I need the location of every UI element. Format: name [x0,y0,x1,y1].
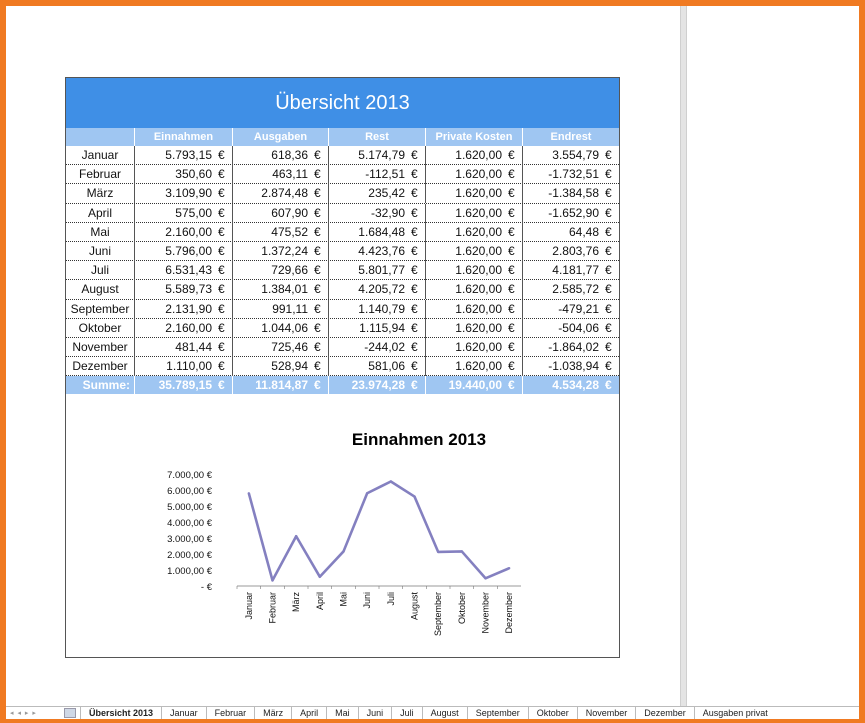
amount-cell[interactable] [425,184,522,203]
data-point [366,492,368,494]
table-row [66,338,619,357]
month-cell[interactable]: Juli [90,263,109,278]
sheet-tab[interactable]: Juli [391,707,422,720]
amount-value: 2.585,72 [552,282,599,297]
data-point [508,567,510,569]
x-tick-label: September [433,592,444,637]
column-header: Ausgaben [232,128,328,146]
y-tick-label: 1.000,00 € [167,566,212,577]
currency-symbol: € [605,339,612,354]
column-header: Einnahmen [134,128,232,146]
currency-symbol: € [218,167,225,182]
currency-symbol: € [314,301,321,316]
table-row [66,319,619,338]
amount-value: 1.620,00 [455,320,502,335]
column-header-row [66,128,619,146]
x-tick-label: Januar [243,592,254,620]
amount-cell[interactable] [134,319,232,338]
amount-cell[interactable] [134,242,232,261]
amount-value: 1.620,00 [455,359,502,374]
amount-cell[interactable] [134,357,232,376]
amount-cell[interactable] [232,184,328,203]
amount-cell[interactable] [328,146,425,165]
chart-title: Einnahmen 2013 [351,430,487,449]
amount-value: 23.974,28 [351,378,405,393]
amount-cell[interactable] [232,319,328,338]
column-header: Rest [328,128,425,146]
amount-value: 3.109,90 [165,186,212,201]
amount-cell[interactable] [134,261,232,280]
amount-cell[interactable] [134,338,232,357]
x-tick-label: Februar [267,592,278,624]
column-header: Private Kosten [425,128,522,146]
table-row [66,280,619,299]
currency-symbol: € [508,339,515,354]
amount-cell[interactable] [425,376,522,394]
column-header: Endrest [522,128,619,146]
currency-symbol: € [218,339,225,354]
amount-cell[interactable] [425,223,522,242]
month-cell[interactable]: Summe: [82,378,130,393]
currency-symbol: € [605,301,612,316]
currency-symbol: € [605,167,612,182]
x-tick-label: Juli [385,592,396,606]
amount-value: 11.814,87 [255,378,308,393]
amount-value: 4.534,28 [552,378,599,393]
amount-cell[interactable] [232,165,328,184]
amount-cell[interactable] [425,146,522,165]
month-cell[interactable]: Februar [78,167,122,182]
amount-value: 463,11 [272,167,308,182]
amount-value: -504,06 [558,320,599,335]
amount-value: 1.620,00 [455,243,502,258]
amount-value: 1.620,00 [455,205,502,220]
currency-symbol: € [605,320,612,335]
x-tick-label: November [480,592,491,634]
currency-symbol: € [314,205,321,220]
currency-symbol: € [508,167,515,182]
amount-value: 5.801,77 [358,263,405,278]
data-point [484,577,486,579]
amount-value: 1.684,48 [358,224,405,239]
series-line [249,481,509,580]
currency-symbol: € [605,243,612,258]
amount-value: 1.620,00 [455,224,502,239]
amount-value: -32,90 [370,205,405,220]
currency-symbol: € [508,359,515,374]
amount-value: 581,06 [368,359,405,374]
currency-symbol: € [314,359,321,374]
amount-value: 35.789,15 [158,378,212,393]
currency-symbol: € [314,282,321,297]
amount-value: 235,42 [368,186,405,201]
data-point [319,576,321,578]
amount-value: 2.160,00 [165,320,212,335]
x-tick-label: März [291,592,302,612]
amount-cell[interactable] [522,242,619,261]
sheet-title: Übersicht 2013 [66,78,619,128]
amount-cell[interactable] [522,204,619,223]
amount-cell[interactable] [328,300,425,319]
sheet-tab[interactable]: Januar [161,707,206,720]
amount-value: 528,94 [271,359,308,374]
month-cell[interactable]: September [70,301,130,316]
amount-cell[interactable] [328,280,425,299]
amount-value: 4.423,76 [358,243,405,258]
currency-symbol: € [508,186,515,201]
amount-cell[interactable] [134,184,232,203]
amount-cell[interactable] [134,146,232,165]
month-cell[interactable]: Oktober [78,320,122,335]
amount-value: 1.384,01 [261,282,308,297]
currency-symbol: € [218,243,225,258]
table-row [66,146,619,165]
amount-value: 1.044,06 [261,320,308,335]
sheet-tab[interactable]: Februar [206,707,255,720]
y-tick-label: 4.000,00 € [167,518,212,529]
amount-value: -244,02 [364,339,405,354]
amount-value: -1.038,94 [548,359,599,374]
amount-cell[interactable] [425,242,522,261]
amount-value: 729,66 [271,263,308,278]
table-row [66,223,619,242]
amount-value: -1.652,90 [548,205,599,220]
data-point [342,550,344,552]
amount-value: 5.796,00 [165,243,212,258]
amount-cell[interactable] [328,376,425,394]
currency-symbol: € [411,282,418,297]
currency-symbol: € [411,378,418,393]
amount-cell[interactable] [232,357,328,376]
currency-symbol: € [508,148,515,162]
x-tick-label: April [314,592,325,611]
amount-cell[interactable] [522,376,619,394]
amount-value: 1.372,24 [261,243,308,258]
currency-symbol: € [218,282,225,297]
amount-value: 6.531,43 [165,263,212,278]
month-cell[interactable]: Dezember [72,359,128,374]
amount-value: 1.620,00 [455,186,502,201]
data-point [295,535,297,537]
amount-value: 350,60 [175,167,212,182]
currency-symbol: € [411,186,418,201]
data-point [248,492,250,494]
currency-symbol: € [314,224,321,239]
currency-symbol: € [218,378,225,393]
sheet-tab[interactable]: September [467,707,528,720]
amount-cell[interactable] [232,338,328,357]
currency-symbol: € [314,243,321,258]
table-row [66,261,619,280]
currency-symbol: € [314,186,321,201]
amount-value: 1.620,00 [455,301,502,316]
amount-value: 1.140,79 [358,301,405,316]
currency-symbol: € [508,243,515,258]
amount-cell[interactable] [522,357,619,376]
amount-cell[interactable] [328,165,425,184]
y-tick-label: - € [200,582,212,593]
amount-cell[interactable] [522,319,619,338]
currency-symbol: € [218,359,225,374]
amount-cell[interactable] [134,376,232,394]
amount-value: 1.110,00 [166,359,212,374]
currency-symbol: € [508,205,515,220]
currency-symbol: € [508,301,515,316]
currency-symbol: € [314,339,321,354]
sheet-tab[interactable]: Mai [326,707,358,720]
amount-value: -1.864,02 [548,339,599,354]
amount-cell[interactable] [134,280,232,299]
amount-value: 64,48 [568,224,599,239]
amount-cell[interactable] [328,357,425,376]
sheet-tab[interactable]: Ausgaben privat [694,707,776,720]
tab-nav-arrows[interactable]: ◂ ◂ ▸ ▸ [10,710,37,717]
amount-value: 19.440,00 [448,378,502,393]
table-row [66,357,619,376]
currency-symbol: € [605,359,612,374]
amount-value: 1.620,00 [455,282,502,297]
amount-value: 725,46 [271,339,308,354]
amount-cell[interactable] [328,319,425,338]
currency-symbol: € [508,320,515,335]
overview-sheet [65,77,620,658]
data-point [461,550,463,552]
amount-cell[interactable] [425,357,522,376]
x-tick-label: Dezember [504,592,515,634]
amount-value: 2.803,76 [552,243,599,258]
amount-cell[interactable] [232,146,328,165]
currency-symbol: € [508,282,515,297]
currency-symbol: € [508,378,515,393]
month-cell[interactable]: Mai [90,224,110,239]
table-row [66,242,619,261]
amount-value: 481,44 [175,339,212,354]
currency-symbol: € [411,359,418,374]
currency-symbol: € [411,301,418,316]
amount-value: 991,11 [272,301,308,316]
amount-cell[interactable] [328,242,425,261]
y-tick-label: 6.000,00 € [167,486,212,497]
currency-symbol: € [218,224,225,239]
amount-value: 1.620,00 [455,263,502,278]
monthly-table [66,146,619,394]
amount-value: 2.160,00 [165,224,212,239]
amount-value: 4.205,72 [358,282,405,297]
amount-cell[interactable] [522,300,619,319]
month-cell[interactable]: Januar [81,148,119,162]
currency-symbol: € [411,224,418,239]
amount-cell[interactable] [328,223,425,242]
currency-symbol: € [314,320,321,335]
currency-symbol: € [411,167,418,182]
sheet-tab[interactable]: März [254,707,291,720]
month-cell[interactable]: Juni [88,243,111,258]
sheet-tab[interactable]: November [577,707,636,720]
currency-symbol: € [605,263,612,278]
amount-cell[interactable] [328,184,425,203]
currency-symbol: € [508,263,515,278]
amount-value: 5.174,79 [358,148,405,162]
currency-symbol: € [605,148,612,162]
amount-cell[interactable] [134,300,232,319]
amount-value: 2.874,48 [261,186,308,201]
amount-value: -1.732,51 [548,167,599,182]
y-tick-label: 2.000,00 € [167,550,212,561]
currency-symbol: € [605,205,612,220]
amount-cell[interactable] [522,146,619,165]
sheet-tab[interactable]: Übersicht 2013 [80,707,161,720]
amount-cell[interactable] [232,261,328,280]
amount-cell[interactable] [232,376,328,394]
data-point [413,495,415,497]
amount-value: -112,51 [365,167,405,182]
currency-symbol: € [605,186,612,201]
amount-cell[interactable] [425,319,522,338]
data-point [271,579,273,581]
amount-value: 607,90 [271,205,308,220]
table-row [66,165,619,184]
amount-value: 5.793,15 [165,148,212,162]
x-tick-label: Juni [362,592,373,609]
amount-cell[interactable] [232,280,328,299]
amount-value: -479,21 [558,301,599,316]
y-tick-label: 3.000,00 € [167,534,212,545]
amount-value: 618,36 [271,148,308,162]
amount-cell[interactable] [522,338,619,357]
currency-symbol: € [411,148,418,162]
sheet-tab[interactable]: Juni [358,707,392,720]
currency-symbol: € [411,263,418,278]
amount-cell[interactable] [425,280,522,299]
currency-symbol: € [411,320,418,335]
currency-symbol: € [605,224,612,239]
amount-cell[interactable] [522,165,619,184]
x-tick-label: Mai [338,592,349,607]
amount-value: 5.589,73 [165,282,212,297]
sheet-select-icon[interactable] [64,708,76,718]
amount-cell[interactable] [134,204,232,223]
column-header [66,128,134,146]
currency-symbol: € [605,282,612,297]
data-point [390,480,392,482]
sum-row [66,376,619,394]
income-chart [66,416,619,657]
amount-value: 475,52 [271,224,308,239]
month-cell[interactable]: August [81,282,119,297]
amount-cell[interactable] [522,184,619,203]
currency-symbol: € [508,224,515,239]
currency-symbol: € [314,148,321,162]
data-point [437,551,439,553]
amount-cell[interactable] [134,165,232,184]
currency-symbol: € [314,378,321,393]
currency-symbol: € [218,320,225,335]
amount-value: 1.620,00 [455,148,502,162]
currency-symbol: € [218,205,225,220]
amount-cell[interactable] [232,242,328,261]
currency-symbol: € [411,243,418,258]
month-cell[interactable]: April [87,205,112,220]
amount-cell[interactable] [425,300,522,319]
sheet-tab[interactable]: Dezember [635,707,694,720]
amount-cell[interactable] [425,261,522,280]
currency-symbol: € [218,186,225,201]
sheet-tab[interactable]: Oktober [528,707,577,720]
amount-cell[interactable] [522,261,619,280]
currency-symbol: € [218,301,225,316]
spreadsheet-window [6,6,859,719]
table-row [66,184,619,203]
x-tick-label: Oktober [456,592,467,625]
amount-cell[interactable] [134,223,232,242]
amount-value: 575,00 [175,205,212,220]
amount-cell[interactable] [522,223,619,242]
currency-symbol: € [411,205,418,220]
amount-value: 2.131,90 [165,301,212,316]
y-tick-label: 7.000,00 € [167,470,212,481]
x-tick-label: August [409,592,420,621]
amount-cell[interactable] [328,338,425,357]
amount-value: 3.554,79 [552,148,599,162]
currency-symbol: € [411,339,418,354]
currency-symbol: € [218,148,225,162]
amount-value: 1.620,00 [455,167,502,182]
currency-symbol: € [314,263,321,278]
pane-divider[interactable] [680,6,687,711]
sheet-tab-bar [6,706,859,719]
amount-value: 1.620,00 [455,339,502,354]
month-cell[interactable]: März [86,186,114,201]
amount-cell[interactable] [425,165,522,184]
month-cell[interactable]: November [72,339,128,354]
currency-symbol: € [218,263,225,278]
amount-cell[interactable] [425,338,522,357]
amount-cell[interactable] [425,204,522,223]
sheet-tab[interactable]: August [422,707,467,720]
amount-cell[interactable] [328,204,425,223]
sheet-tab[interactable]: April [291,707,326,720]
currency-symbol: € [314,167,321,182]
table-row [66,300,619,319]
amount-cell[interactable] [328,261,425,280]
amount-cell[interactable] [232,204,328,223]
table-row [66,204,619,223]
amount-value: 1.115,94 [359,320,405,335]
currency-symbol: € [605,378,612,393]
amount-value: -1.384,58 [548,186,599,201]
amount-cell[interactable] [232,300,328,319]
amount-value: 4.181,77 [552,263,599,278]
amount-cell[interactable] [522,280,619,299]
amount-cell[interactable] [232,223,328,242]
y-tick-label: 5.000,00 € [167,502,212,513]
